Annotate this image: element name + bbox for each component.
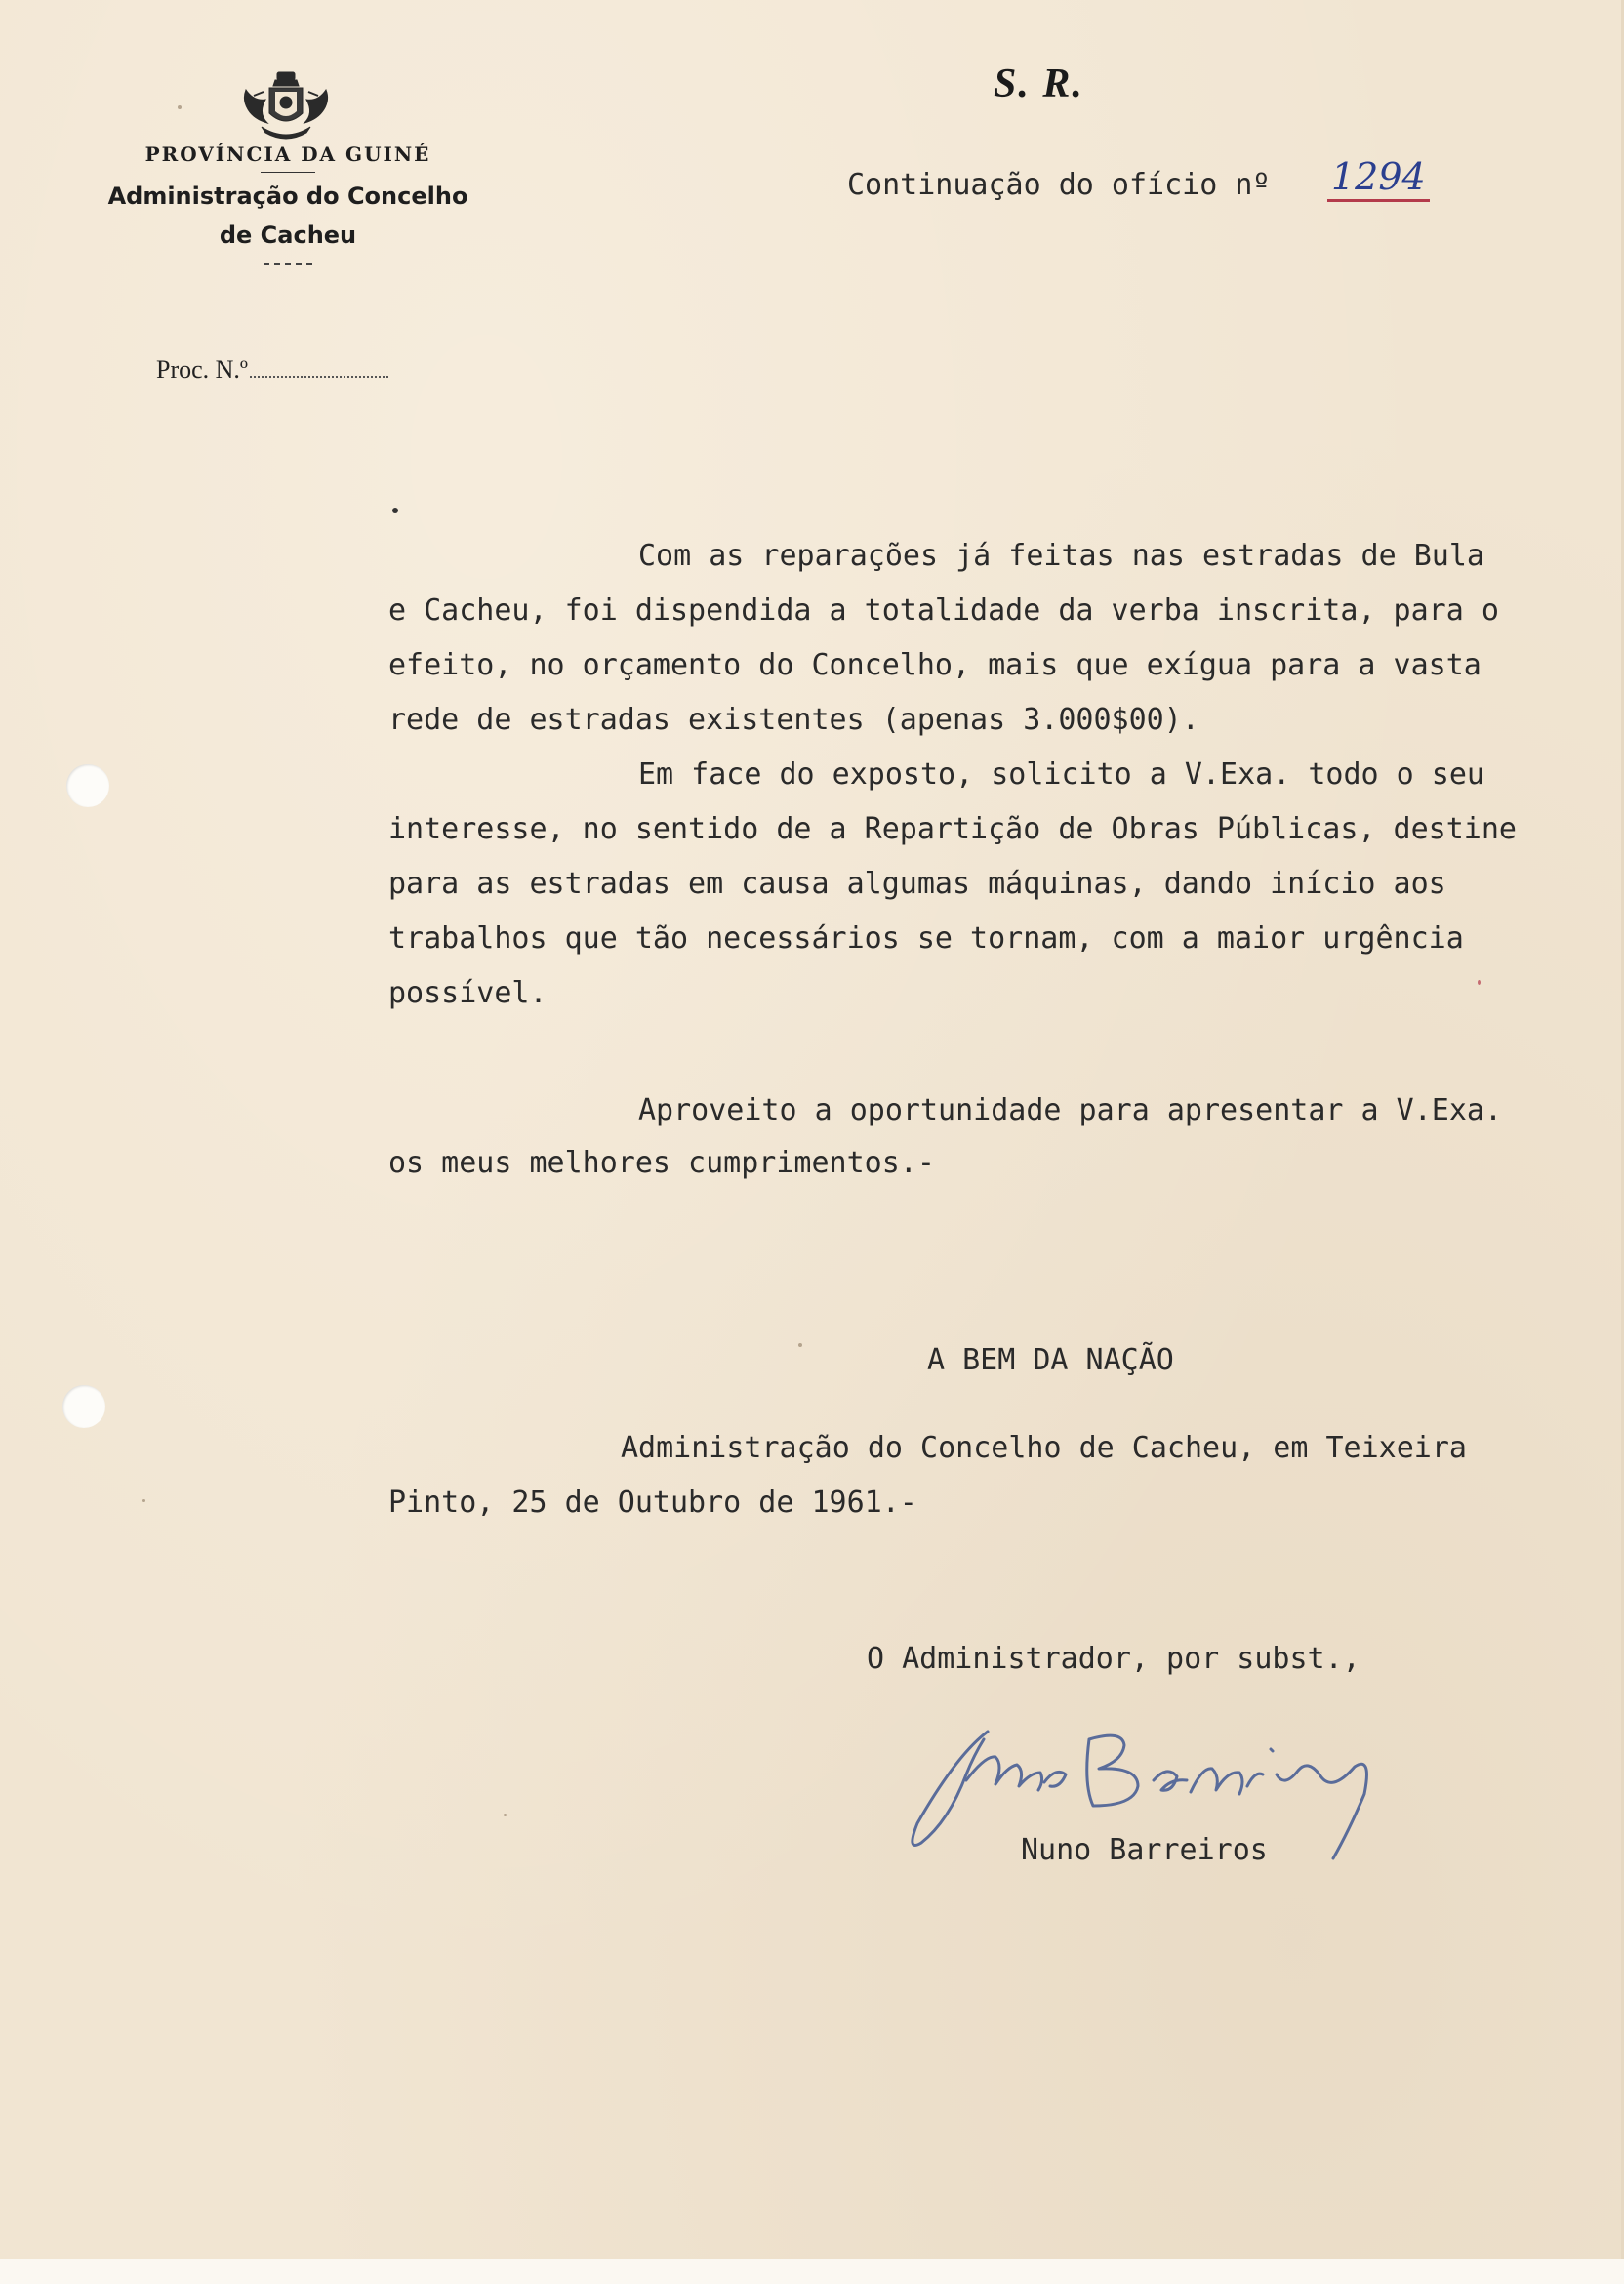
letterhead-divider	[264, 263, 312, 266]
paper-speck	[178, 105, 182, 109]
body-line: possível.	[388, 976, 548, 1010]
signatory-name: Nuno Barreiros	[1021, 1833, 1268, 1867]
process-number-field	[156, 355, 388, 385]
scan-margin	[0, 2259, 1624, 2284]
signatory-role: O Administrador, por subst.,	[867, 1642, 1360, 1676]
body-line: e Cacheu, foi dispendida a totalidade da verba inscrita, para o	[388, 593, 1499, 628]
oficio-number: 1294	[1327, 154, 1430, 202]
process-number-blank-line	[250, 376, 388, 378]
motto: A BEM DA NAÇÃO	[927, 1343, 1174, 1377]
paper-speck	[798, 1343, 802, 1347]
punch-hole-bottom	[62, 1385, 105, 1428]
ink-dot	[392, 508, 398, 513]
body-line: efeito, no orçamento do Concelho, mais que exígua para a vasta	[388, 648, 1482, 682]
letterhead-administration: Administração do Concelho	[107, 183, 468, 210]
body-line: Com as reparações já feitas nas estradas de Bula	[638, 539, 1484, 573]
process-number-label: Proc. N.º	[156, 355, 248, 384]
body-line: trabalhos que tão necessários se tornam, com a maior urgência	[388, 921, 1464, 956]
punch-hole-top	[66, 764, 109, 807]
place-date-line: Administração do Concelho de Cacheu, em Teixeira	[621, 1431, 1467, 1465]
body-line: interesse, no sentido de a Repartição de Obras Públicas, destine	[388, 812, 1517, 846]
body-line: os meus melhores cumprimentos.-	[388, 1146, 935, 1180]
sr-mark: S. R.	[994, 61, 1084, 106]
body-line: para as estradas em causa algumas máquinas, dando início aos	[388, 867, 1446, 901]
letterhead-district: de Cacheu	[219, 222, 357, 249]
body-line: rede de estradas existentes (apenas 3.000$00).	[388, 703, 1199, 737]
paper-speck	[142, 1499, 145, 1502]
continuation-label: Continuação do ofício nº	[847, 168, 1271, 202]
paper-speck	[504, 1814, 507, 1816]
letterhead	[59, 143, 517, 266]
body-line: Aproveito a oportunidade para apresentar a V.Exa.	[638, 1093, 1503, 1127]
letterhead-rule	[261, 172, 315, 173]
coat-of-arms-icon	[240, 70, 332, 143]
place-date-line: Pinto, 25 de Outubro de 1961.-	[388, 1486, 917, 1520]
letterhead-province: PROVÍNCIA DA GUINÉ	[144, 143, 431, 166]
paper-speck	[1478, 980, 1481, 985]
body-line: Em face do exposto, solicito a V.Exa. todo o seu	[638, 757, 1484, 792]
